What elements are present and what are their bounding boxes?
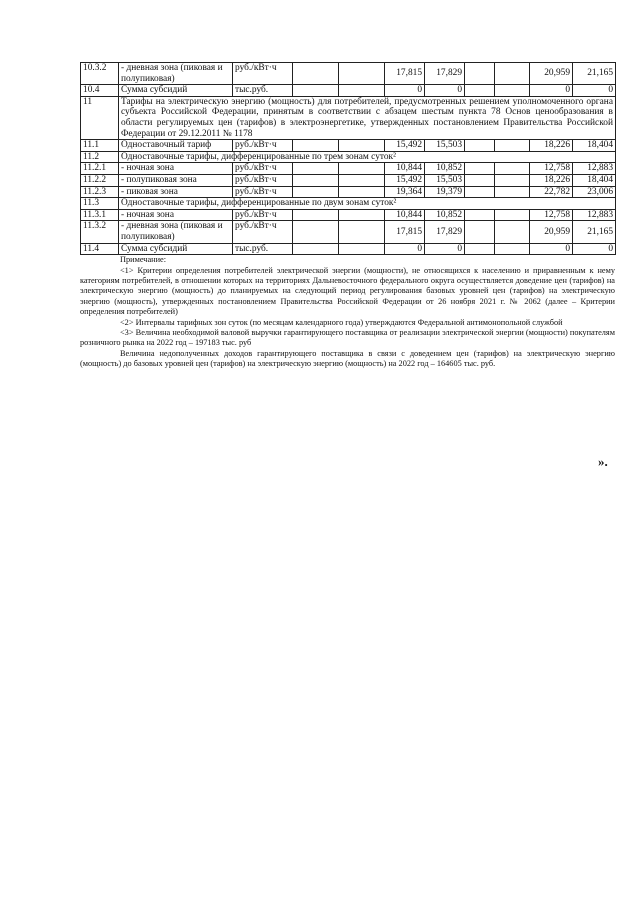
unit-cell: руб./кВт·ч bbox=[233, 221, 293, 243]
section-header: Тарифы на электрическую энергию (мощность) для потребителей, предусмотренных решением уполномоченного органа субъекта Российской Федерации, принятым в соответствии с абзацем шестым пункта 78 Основ ценообразования в области регулируемых цен (тарифов) в электроэнергетике, утвержденных постановлением Правительства Российской Федерации от 29.12.2011 № 1178 bbox=[119, 96, 616, 139]
value-cell: 10,852 bbox=[425, 209, 465, 221]
value-cell: 17,815 bbox=[385, 63, 425, 85]
note-paragraph: <3> Величина необходимой валовой выручки гарантирующего поставщика от реализации электрической энергии (мощности) покупателям розничного рынка на 2022 год – 197183 тыс. руб bbox=[80, 327, 615, 348]
row-number: 11.3 bbox=[81, 198, 119, 210]
value-cell bbox=[339, 243, 385, 255]
value-cell: 21,165 bbox=[573, 63, 616, 85]
table-row bbox=[81, 209, 616, 221]
row-label: - ночная зона bbox=[119, 209, 233, 221]
row-label: - пиковая зона bbox=[119, 186, 233, 198]
table-row bbox=[81, 96, 616, 139]
value-cell: 15,503 bbox=[425, 140, 465, 152]
value-cell: 22,782 bbox=[530, 186, 573, 198]
value-cell: 21,165 bbox=[573, 221, 616, 243]
value-cell: 17,829 bbox=[425, 221, 465, 243]
value-cell: 15,492 bbox=[385, 140, 425, 152]
row-number: 11 bbox=[81, 96, 119, 139]
value-cell bbox=[465, 243, 495, 255]
value-cell: 12,758 bbox=[530, 209, 573, 221]
value-cell: 12,758 bbox=[530, 163, 573, 175]
unit-cell: руб./кВт·ч bbox=[233, 163, 293, 175]
value-cell bbox=[293, 63, 339, 85]
table-row bbox=[81, 198, 616, 210]
value-cell bbox=[339, 186, 385, 198]
value-cell: 12,883 bbox=[573, 163, 616, 175]
value-cell bbox=[495, 186, 530, 198]
unit-cell: руб./кВт·ч bbox=[233, 140, 293, 152]
unit-cell: тыс.руб. bbox=[233, 85, 293, 97]
value-cell: 18,404 bbox=[573, 174, 616, 186]
value-cell bbox=[293, 186, 339, 198]
value-cell: 18,226 bbox=[530, 174, 573, 186]
value-cell: 0 bbox=[573, 243, 616, 255]
value-cell bbox=[293, 85, 339, 97]
value-cell: 0 bbox=[573, 85, 616, 97]
value-cell: 12,883 bbox=[573, 209, 616, 221]
value-cell: 19,379 bbox=[425, 186, 465, 198]
row-number: 10.3.2 bbox=[81, 63, 119, 85]
value-cell: 0 bbox=[385, 85, 425, 97]
note-paragraph: <2> Интервалы тарифных зон суток (по месяцам календарного года) утверждаются Федеральной антимонопольной службой bbox=[120, 317, 563, 327]
value-cell: 17,829 bbox=[425, 63, 465, 85]
row-label: - полупиковая зона bbox=[119, 174, 233, 186]
value-cell: 20,959 bbox=[530, 221, 573, 243]
row-label: - дневная зона (пиковая и полупиковая) bbox=[119, 221, 233, 243]
value-cell: 0 bbox=[530, 243, 573, 255]
note-paragraph: Величина недополученных доходов гарантирующего поставщика в связи с доведением цен (тарифов) на электрическую энергию (мощность) до базовых уровней цен (тарифов) на электрическую энергию (мощность) на 2022 год – 164605 тыс. руб. bbox=[80, 348, 615, 369]
note-paragraph: <1> Критерии определения потребителей электрической энергии (мощности), не относящихся к населению и приравненным к нему категориям потребителей, в отношении которых на территориях Дальневосточного федерального округа осуществляется доведение цен (тарифов) на электрическую энергию (мощность) до планируемых на следующий период регулирования базовых уровней цен (тарифов) на электрическую энергию (мощность), утвержденных постановлением Правительства Российской Федерации от 26 ноября 2021 г. № 2062 (далее – Критерии определения потребителей) bbox=[80, 265, 615, 317]
value-cell bbox=[465, 221, 495, 243]
value-cell bbox=[293, 140, 339, 152]
notes-heading: Примечание: bbox=[120, 255, 167, 265]
value-cell bbox=[495, 209, 530, 221]
value-cell bbox=[495, 163, 530, 175]
table-row bbox=[81, 140, 616, 152]
value-cell bbox=[293, 163, 339, 175]
unit-cell: руб./кВт·ч bbox=[233, 186, 293, 198]
value-cell: 18,404 bbox=[573, 140, 616, 152]
row-label: Сумма субсидий bbox=[119, 243, 233, 255]
value-cell bbox=[339, 140, 385, 152]
unit-cell: руб./кВт·ч bbox=[233, 209, 293, 221]
table-row bbox=[81, 221, 616, 243]
value-cell: 0 bbox=[530, 85, 573, 97]
table-row bbox=[81, 151, 616, 163]
value-cell bbox=[465, 140, 495, 152]
row-number: 11.1 bbox=[81, 140, 119, 152]
value-cell: 18,226 bbox=[530, 140, 573, 152]
value-cell: 0 bbox=[425, 243, 465, 255]
value-cell: 0 bbox=[385, 243, 425, 255]
table-row bbox=[81, 243, 616, 255]
closing-quote: ». bbox=[598, 454, 608, 469]
value-cell: 15,492 bbox=[385, 174, 425, 186]
document-page bbox=[80, 62, 615, 370]
value-cell bbox=[495, 243, 530, 255]
notes-section bbox=[80, 255, 615, 369]
value-cell: 23,006 bbox=[573, 186, 616, 198]
value-cell: 20,959 bbox=[530, 63, 573, 85]
value-cell bbox=[495, 140, 530, 152]
row-label: Сумма субсидий bbox=[119, 85, 233, 97]
value-cell bbox=[465, 209, 495, 221]
value-cell bbox=[339, 209, 385, 221]
row-label: Одноставочный тариф bbox=[119, 140, 233, 152]
row-number: 11.2.1 bbox=[81, 163, 119, 175]
value-cell: 10,844 bbox=[385, 163, 425, 175]
value-cell bbox=[465, 174, 495, 186]
row-label: - дневная зона (пиковая и полупиковая) bbox=[119, 63, 233, 85]
value-cell bbox=[465, 163, 495, 175]
value-cell bbox=[293, 209, 339, 221]
value-cell bbox=[465, 186, 495, 198]
value-cell: 0 bbox=[425, 85, 465, 97]
value-cell bbox=[339, 221, 385, 243]
value-cell bbox=[495, 221, 530, 243]
row-number: 11.3.2 bbox=[81, 221, 119, 243]
value-cell bbox=[465, 63, 495, 85]
value-cell bbox=[495, 85, 530, 97]
section-header: Одноставочные тарифы, дифференцированные по трем зонам суток² bbox=[119, 151, 616, 163]
row-number: 11.4 bbox=[81, 243, 119, 255]
unit-cell: руб./кВт·ч bbox=[233, 174, 293, 186]
value-cell bbox=[495, 63, 530, 85]
value-cell bbox=[339, 63, 385, 85]
value-cell bbox=[339, 163, 385, 175]
row-label: - ночная зона bbox=[119, 163, 233, 175]
value-cell bbox=[465, 85, 495, 97]
value-cell: 19,364 bbox=[385, 186, 425, 198]
value-cell bbox=[339, 174, 385, 186]
table-row bbox=[81, 174, 616, 186]
unit-cell: тыс.руб. bbox=[233, 243, 293, 255]
row-number: 11.2.2 bbox=[81, 174, 119, 186]
value-cell: 10,844 bbox=[385, 209, 425, 221]
table-row bbox=[81, 163, 616, 175]
value-cell bbox=[293, 174, 339, 186]
value-cell bbox=[495, 174, 530, 186]
table-row bbox=[81, 63, 616, 85]
unit-cell: руб./кВт·ч bbox=[233, 63, 293, 85]
value-cell: 10,852 bbox=[425, 163, 465, 175]
value-cell: 15,503 bbox=[425, 174, 465, 186]
section-header: Одноставочные тарифы, дифференцированные по двум зонам суток² bbox=[119, 198, 616, 210]
row-number: 10.4 bbox=[81, 85, 119, 97]
table-row bbox=[81, 186, 616, 198]
table-row bbox=[81, 85, 616, 97]
value-cell bbox=[339, 85, 385, 97]
value-cell bbox=[293, 243, 339, 255]
row-number: 11.3.1 bbox=[81, 209, 119, 221]
tariff-table-body bbox=[81, 63, 616, 255]
value-cell: 17,815 bbox=[385, 221, 425, 243]
value-cell bbox=[293, 221, 339, 243]
row-number: 11.2.3 bbox=[81, 186, 119, 198]
row-number: 11.2 bbox=[81, 151, 119, 163]
tariff-table bbox=[80, 62, 616, 255]
